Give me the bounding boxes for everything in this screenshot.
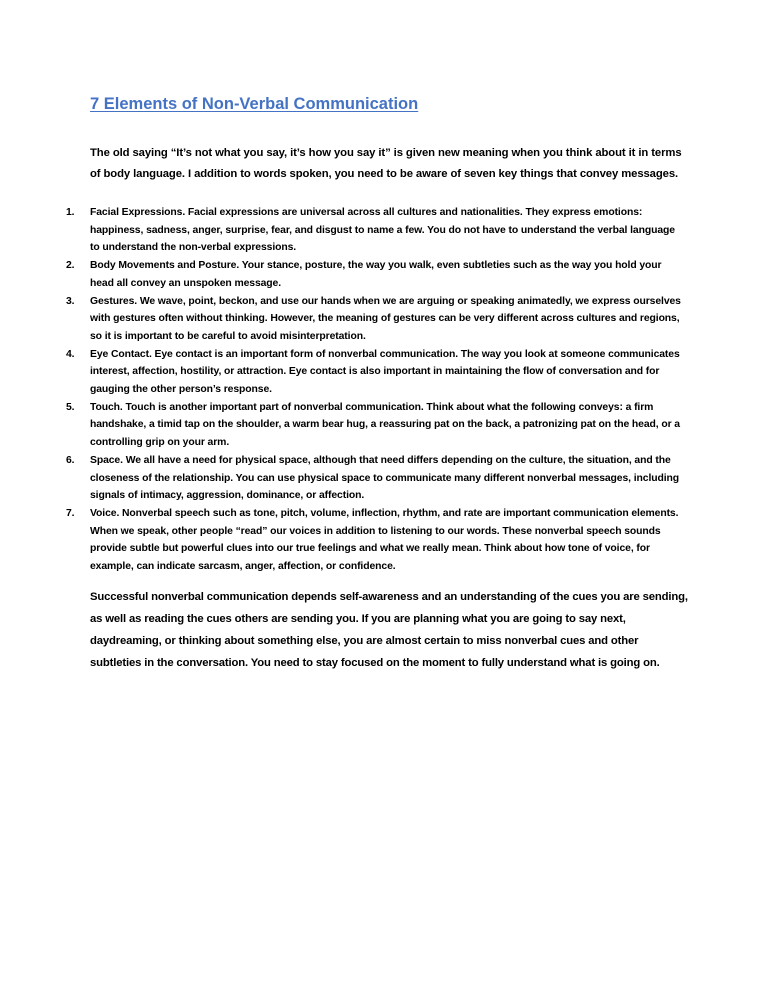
list-item-number: 6. bbox=[66, 454, 75, 466]
list-item bbox=[0, 505, 684, 576]
page-title: 7 Elements of Non-Verbal Communication bbox=[90, 95, 419, 113]
list-item bbox=[0, 257, 684, 292]
list-item-number: 7. bbox=[66, 507, 75, 519]
list-item bbox=[0, 452, 684, 505]
list-item-number: 3. bbox=[66, 295, 75, 307]
list-item-text: Facial Expressions. Facial expressions are universal across all cultures and nationalities. They express emotions: happiness, sadness, anger, surprise, fear, and disgust to name a few. You do not have to understand the verbal language to understand the non-verbal expressions. bbox=[90, 207, 675, 254]
list-item-text: Body Movements and Posture. Your stance, posture, the way you walk, even subtleties such as the way you hold your head all convey an unspoken message. bbox=[90, 260, 662, 289]
list-item bbox=[0, 293, 684, 346]
list-item-text: Eye Contact. Eye contact is an important form of nonverbal communication. The way you look at someone communicates interest, affection, hostility, or attraction. Eye contact is also important in maintaining the flow of conversation and for gauging the other person’s response. bbox=[90, 348, 680, 396]
list-item bbox=[0, 346, 684, 399]
elements-list bbox=[0, 204, 768, 576]
list-item bbox=[0, 399, 684, 452]
list-item-text: Touch. Touch is another important part of nonverbal communication. Think about what the following conveys: a firm handshake, a timid tap on the shoulder, a warm bear hug, a reassuring pat on the back, a patronizing pat on the head, or a controlling grip on your arm. bbox=[90, 401, 680, 449]
list-item-text: Voice. Nonverbal speech such as tone, pitch, volume, inflection, rhythm, and rate are important communication elements. When we speak, other people “read” our voices in addition to listening to our words. These nonverbal speech sounds provide subtle but powerful clues into our true feelings and what we really mean. Think about how tone of voice, for example, can indicate sarcasm, anger, affection, or confidence. bbox=[90, 507, 679, 573]
list-item-number: 4. bbox=[66, 348, 75, 360]
list-item-number: 1. bbox=[66, 207, 75, 218]
list-item bbox=[0, 204, 684, 257]
list-item-number: 5. bbox=[66, 401, 75, 413]
list-item-text: Space. We all have a need for physical space, although that need differs depending on the culture, the situation, and the closeness of the relationship. You can use physical space to communicate many different nonverbal messages, including signals of intimacy, aggression, dominance, or affection. bbox=[90, 454, 680, 502]
list-item-number: 2. bbox=[66, 260, 75, 272]
intro-paragraph: The old saying “It’s not what you say, it’s how you say it” is given new meaning when you think about it in terms of body language. I addition to words spoken, you need to be aware of seven key things that convey messages. bbox=[90, 147, 682, 180]
closing-paragraph: Successful nonverbal communication depends self-awareness and an understanding of the cues you are sending, as well as reading the cues others are sending you. If you are planning what you are going to say next, daydreaming, or thinking about something else, you are almost certain to miss nonverbal cues and other subtleties in the conversation. You need to stay focused on the moment to fully understand what is going on. bbox=[90, 591, 688, 669]
list-item-text: Gestures. We wave, point, beckon, and use our hands when we are arguing or speaking animatedly, we express ourselves with gestures often without thinking. However, the meaning of gestures can be very different across cultures and regions, so it is important to be careful to avoid misinterpretation. bbox=[90, 295, 681, 342]
